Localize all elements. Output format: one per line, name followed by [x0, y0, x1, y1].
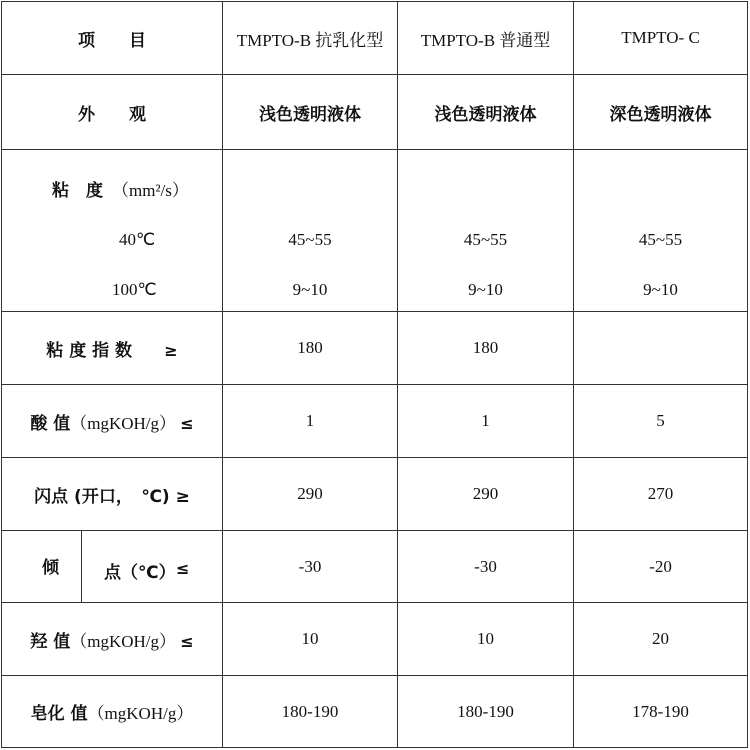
appearance-col3: 深色透明液体: [574, 75, 748, 150]
acid-col2: 1: [398, 385, 574, 458]
label-vi-sym: ≥: [164, 340, 178, 360]
label-hydroxyl-unit: （mgKOH/g）: [70, 631, 177, 651]
header-col2: TMPTO-B 普通型: [398, 2, 574, 75]
label-vi-cell: [2, 312, 223, 385]
label-acid-sym: ≤: [180, 413, 194, 433]
row-acid: [2, 385, 748, 458]
viscosity-40-col3: 45~55: [638, 230, 683, 249]
label-sapon-cell: [2, 676, 223, 748]
label-pour-a: 倾: [42, 558, 59, 578]
viscosity-40-col1: 45~55: [288, 230, 332, 249]
viscosity-col2: [398, 150, 574, 312]
label-hydroxyl-cell: [2, 603, 223, 676]
spec-table: [1, 1, 748, 748]
pour-col1: -30: [223, 531, 398, 603]
label-pour-b: 点（℃）: [104, 563, 176, 583]
label-appearance: 外 观: [2, 75, 223, 150]
label-vi: 粘 度 指 数: [46, 340, 133, 361]
flash-col2: 290: [398, 458, 574, 531]
header-row: [2, 2, 748, 75]
appearance-col1: 浅色透明液体: [223, 75, 398, 150]
viscosity-100-col2: 9~10: [468, 280, 503, 299]
label-flash: 闪点 (开口， ℃) ≥: [2, 458, 223, 531]
label-sapon-unit: （mgKOH/g）: [87, 704, 194, 723]
row-flash: [2, 458, 748, 531]
row-viscosity: [2, 150, 748, 312]
row-appearance: [2, 75, 748, 150]
vi-col2: 180: [398, 312, 574, 385]
hydroxyl-col2: 10: [398, 603, 574, 676]
pour-divider: [81, 531, 82, 603]
label-viscosity: 粘 度: [52, 181, 103, 201]
viscosity-col1: [223, 150, 398, 312]
acid-col3: 5: [574, 385, 748, 458]
hydroxyl-col3: 20: [574, 603, 748, 676]
label-acid: 酸 值: [30, 413, 71, 434]
label-viscosity-unit: （mm²/s）: [112, 181, 189, 200]
label-sapon: 皂化 值: [30, 704, 88, 724]
flash-col1: 290: [223, 458, 398, 531]
hydroxyl-col1: 10: [223, 603, 398, 676]
acid-col1: 1: [223, 385, 398, 458]
label-viscosity-100: 100℃: [112, 280, 157, 299]
header-item: 项 目: [2, 2, 223, 75]
sapon-col1: 180-190: [223, 676, 398, 748]
label-acid-unit: （mgKOH/g）: [70, 413, 177, 433]
pour-col3: -20: [574, 531, 748, 603]
viscosity-100-col1: 9~10: [292, 280, 328, 299]
header-col1: TMPTO-B 抗乳化型: [223, 2, 398, 75]
row-sapon: [2, 676, 748, 748]
row-hydroxyl: [2, 603, 748, 676]
label-acid-cell: [2, 385, 223, 458]
header-col3: TMPTO- C: [574, 2, 748, 75]
viscosity-100-col3: 9~10: [643, 280, 678, 299]
label-hydroxyl: 羟 值: [30, 631, 71, 652]
label-viscosity-cell: [2, 150, 223, 312]
label-viscosity-40: 40℃: [119, 230, 156, 249]
viscosity-col3: [574, 150, 748, 312]
vi-col3: [574, 312, 748, 385]
label-hydroxyl-sym: ≤: [180, 631, 194, 651]
label-pour-cell: [2, 531, 223, 603]
label-pour-sym: ≤: [176, 559, 190, 578]
row-vi: [2, 312, 748, 385]
vi-col1: 180: [223, 312, 398, 385]
appearance-col2: 浅色透明液体: [398, 75, 574, 150]
row-pour: [2, 531, 748, 603]
pour-col2: -30: [398, 531, 574, 603]
sapon-col2: 180-190: [398, 676, 574, 748]
flash-col3: 270: [574, 458, 748, 531]
sapon-col3: 178-190: [574, 676, 748, 748]
viscosity-40-col2: 45~55: [463, 230, 508, 249]
